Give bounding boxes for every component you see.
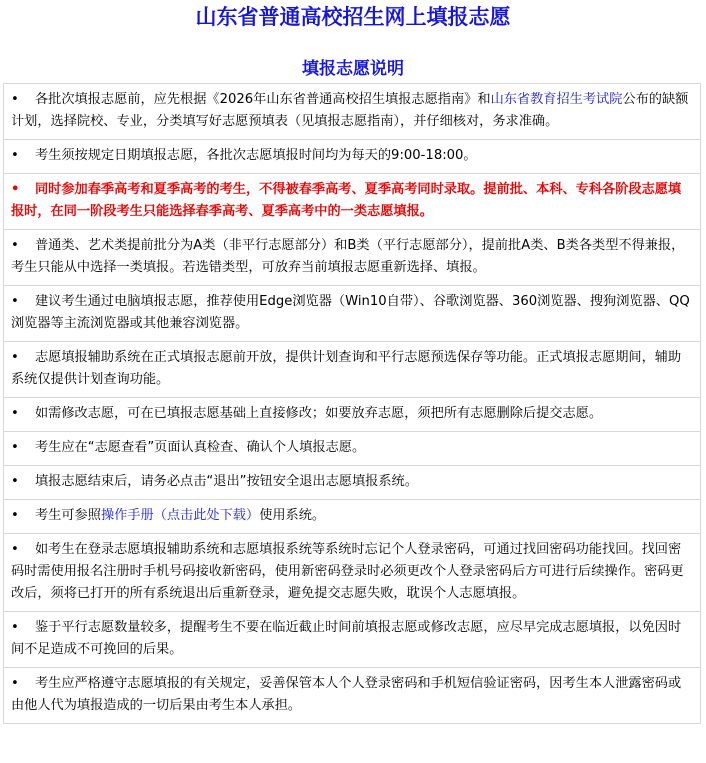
bullet-icon xyxy=(11,89,35,111)
bullet-icon xyxy=(11,505,35,527)
section-title: 填报志愿说明 xyxy=(302,59,404,79)
exam-institute-link[interactable]: 山东省教育招生考试院 xyxy=(490,92,623,107)
bullet-icon xyxy=(11,471,35,493)
list-item-time xyxy=(3,140,701,174)
bullet-icon xyxy=(11,617,35,639)
list-item-check xyxy=(3,432,701,466)
note-text: 志愿填报辅助系统在正式填报志愿前开放，提供计划查询和平行志愿预选保存等功能。正式填报志愿期间，辅助系统仅提供计划查询功能。 xyxy=(11,350,682,387)
note-text: 公布的缺额计划，选择院校、专业，分类填写好志愿预填表（见填报志愿指南），并仔细核对，务求准确。 xyxy=(11,92,689,129)
note-text: 考生可参照 xyxy=(35,508,101,523)
bullet-icon xyxy=(11,291,35,313)
note-text: 如需修改志愿，可在已填报志愿基础上直接修改；如要放弃志愿，须把所有志愿删除后提交志愿。 xyxy=(35,406,603,421)
note-text: 鉴于平行志愿数量较多，提醒考生不要在临近截止时间前填报志愿或修改志愿，应尽早完成志愿填报，以免因时间不足造成不可挽回的后果。 xyxy=(11,620,682,657)
note-text: 填报志愿结束后，请务必点击“退出”按钮安全退出志愿填报系统。 xyxy=(35,474,418,489)
list-item-warning xyxy=(3,174,701,230)
note-text: 考生应在“志愿查看”页面认真检查、确认个人填报志愿。 xyxy=(35,440,366,455)
list-item-modify xyxy=(3,398,701,432)
list-item-aux-system xyxy=(3,342,701,398)
page-title: 山东省普通高校招生网上填报志愿 xyxy=(195,5,511,29)
note-text: 如考生在登录志愿填报辅助系统和志愿填报系统等系统时忘记个人登录密码，可通过找回密码功能找回。找回密码时需使用报名注册时手机号码接收新密码，使用新密码登录时必须更改个人登录密码后方可进行后续操作。密码更改后，须将已打开的所有系统退出后重新登录，避免提交志愿失败，耽误个人志愿填报。 xyxy=(11,542,684,601)
notes-list xyxy=(3,83,701,724)
list-item-early-batch xyxy=(3,230,701,286)
bullet-icon xyxy=(11,673,35,695)
manual-download-link[interactable]: 操作手册（点击此处下载） xyxy=(100,508,260,523)
note-text: 普通类、艺术类提前批分为A类（非平行志愿部分）和B类（平行志愿部分），提前批A类、B类各类型不得兼报，考生只能从中选择一类填报。若选错类型，可放弃当前填报志愿重新选择、填报。 xyxy=(11,238,685,275)
note-text: 使用系统。 xyxy=(259,508,326,523)
bullet-icon xyxy=(11,179,35,201)
list-item-manual xyxy=(3,500,701,534)
warning-text: 同时参加春季高考和夏季高考的考生，不得被春季高考、夏季高考同时录取。提前批、本科、专科各阶段志愿填报时，在同一阶段考生只能选择春季高考、夏季高考中的一类志愿填报。 xyxy=(11,182,682,219)
list-item-password xyxy=(3,534,701,612)
bullet-icon xyxy=(11,437,35,459)
list-item-guide xyxy=(3,84,701,140)
note-text: 各批次填报志愿前，应先根据《2026年山东省普通高校招生填报志愿指南》和 xyxy=(35,92,491,107)
note-text: 考生须按规定日期填报志愿，各批次志愿填报时间均为每天的9:00-18:00。 xyxy=(35,148,477,163)
bullet-icon xyxy=(11,347,35,369)
bullet-icon xyxy=(11,539,35,561)
bullet-icon xyxy=(11,235,35,257)
list-item-deadline xyxy=(3,612,701,668)
list-item-security xyxy=(3,668,701,724)
list-item-logout xyxy=(3,466,701,500)
bullet-icon xyxy=(11,403,35,425)
bullet-icon xyxy=(11,145,35,167)
note-text: 考生应严格遵守志愿填报的有关规定，妥善保管本人个人登录密码和手机短信验证密码，因考生本人泄露密码或由他人代为填报造成的一切后果由考生本人承担。 xyxy=(11,676,682,713)
note-text: 建议考生通过电脑填报志愿，推荐使用Edge浏览器（Win10自带）、谷歌浏览器、360浏览器、搜狗浏览器、QQ浏览器等主流浏览器或其他兼容浏览器。 xyxy=(11,294,690,331)
list-item-browser xyxy=(3,286,701,342)
